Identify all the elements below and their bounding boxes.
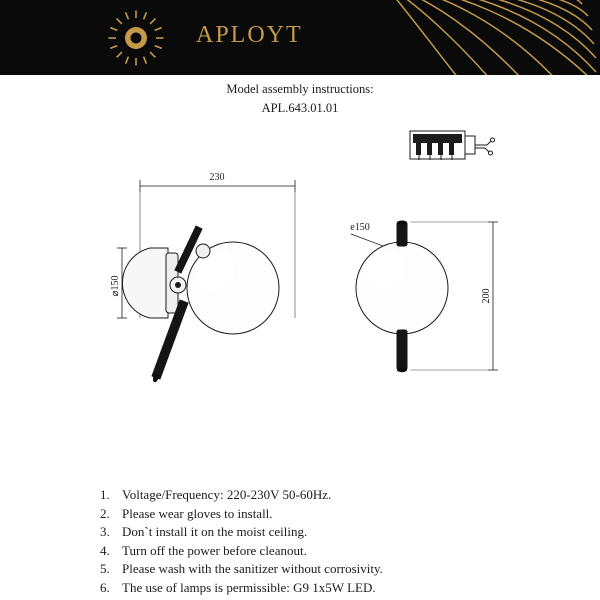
list-item-number: 1.	[100, 487, 110, 502]
list-item	[100, 560, 570, 579]
list-item	[100, 542, 570, 561]
list-item-number: 5.	[100, 561, 110, 576]
instructions-list	[100, 486, 570, 597]
list-item-number: 6.	[100, 579, 110, 595]
list-item-number: 4.	[100, 542, 110, 558]
list-item	[100, 523, 570, 542]
dimension-label-230: 230	[209, 172, 225, 183]
header-band	[0, 0, 600, 75]
list-item	[100, 505, 570, 524]
list-item-text: Voltage/Frequency: 220-230V 50-60Hz.	[122, 487, 332, 502]
list-item-text: The use of lamps is permissible: G9 1x5W LED.	[122, 579, 376, 595]
list-item-number: 3.	[100, 524, 110, 539]
list-item-text: Please wash with the sanitizer without corrosivity.	[122, 561, 383, 576]
list-item-text: Turn off the power before cleanout.	[122, 542, 307, 558]
page-title: Model assembly instructions:	[226, 82, 374, 96]
side-view-leader	[350, 222, 383, 246]
technical-drawings	[0, 118, 600, 418]
list-item-text: Don`t install it on the moist ceiling.	[122, 524, 308, 539]
sunburst-icon	[108, 10, 164, 66]
list-item	[100, 579, 570, 598]
list-item-text: Please wear gloves to install.	[122, 505, 273, 521]
terminal-block-detail	[410, 131, 495, 160]
side-bottom-stem	[397, 330, 407, 372]
hub-joint	[170, 277, 186, 293]
front-view-top-dimension	[140, 172, 295, 192]
brand-logo-text: APLOYT	[196, 22, 303, 48]
wall-mount-plate	[122, 248, 178, 318]
dimension-label-200: 200	[481, 288, 492, 304]
side-sphere-diffuser	[356, 242, 448, 334]
list-item	[100, 486, 570, 505]
list-item-number: 2.	[100, 505, 110, 521]
side-top-stem	[397, 221, 407, 247]
model-code: APL.643.01.01	[261, 101, 339, 115]
dimension-label-diameter-150: ⌀150	[110, 275, 121, 297]
fan-rays-icon	[380, 0, 600, 75]
sphere-top-cap	[196, 244, 210, 258]
dimension-label-e150: e150	[350, 222, 370, 233]
